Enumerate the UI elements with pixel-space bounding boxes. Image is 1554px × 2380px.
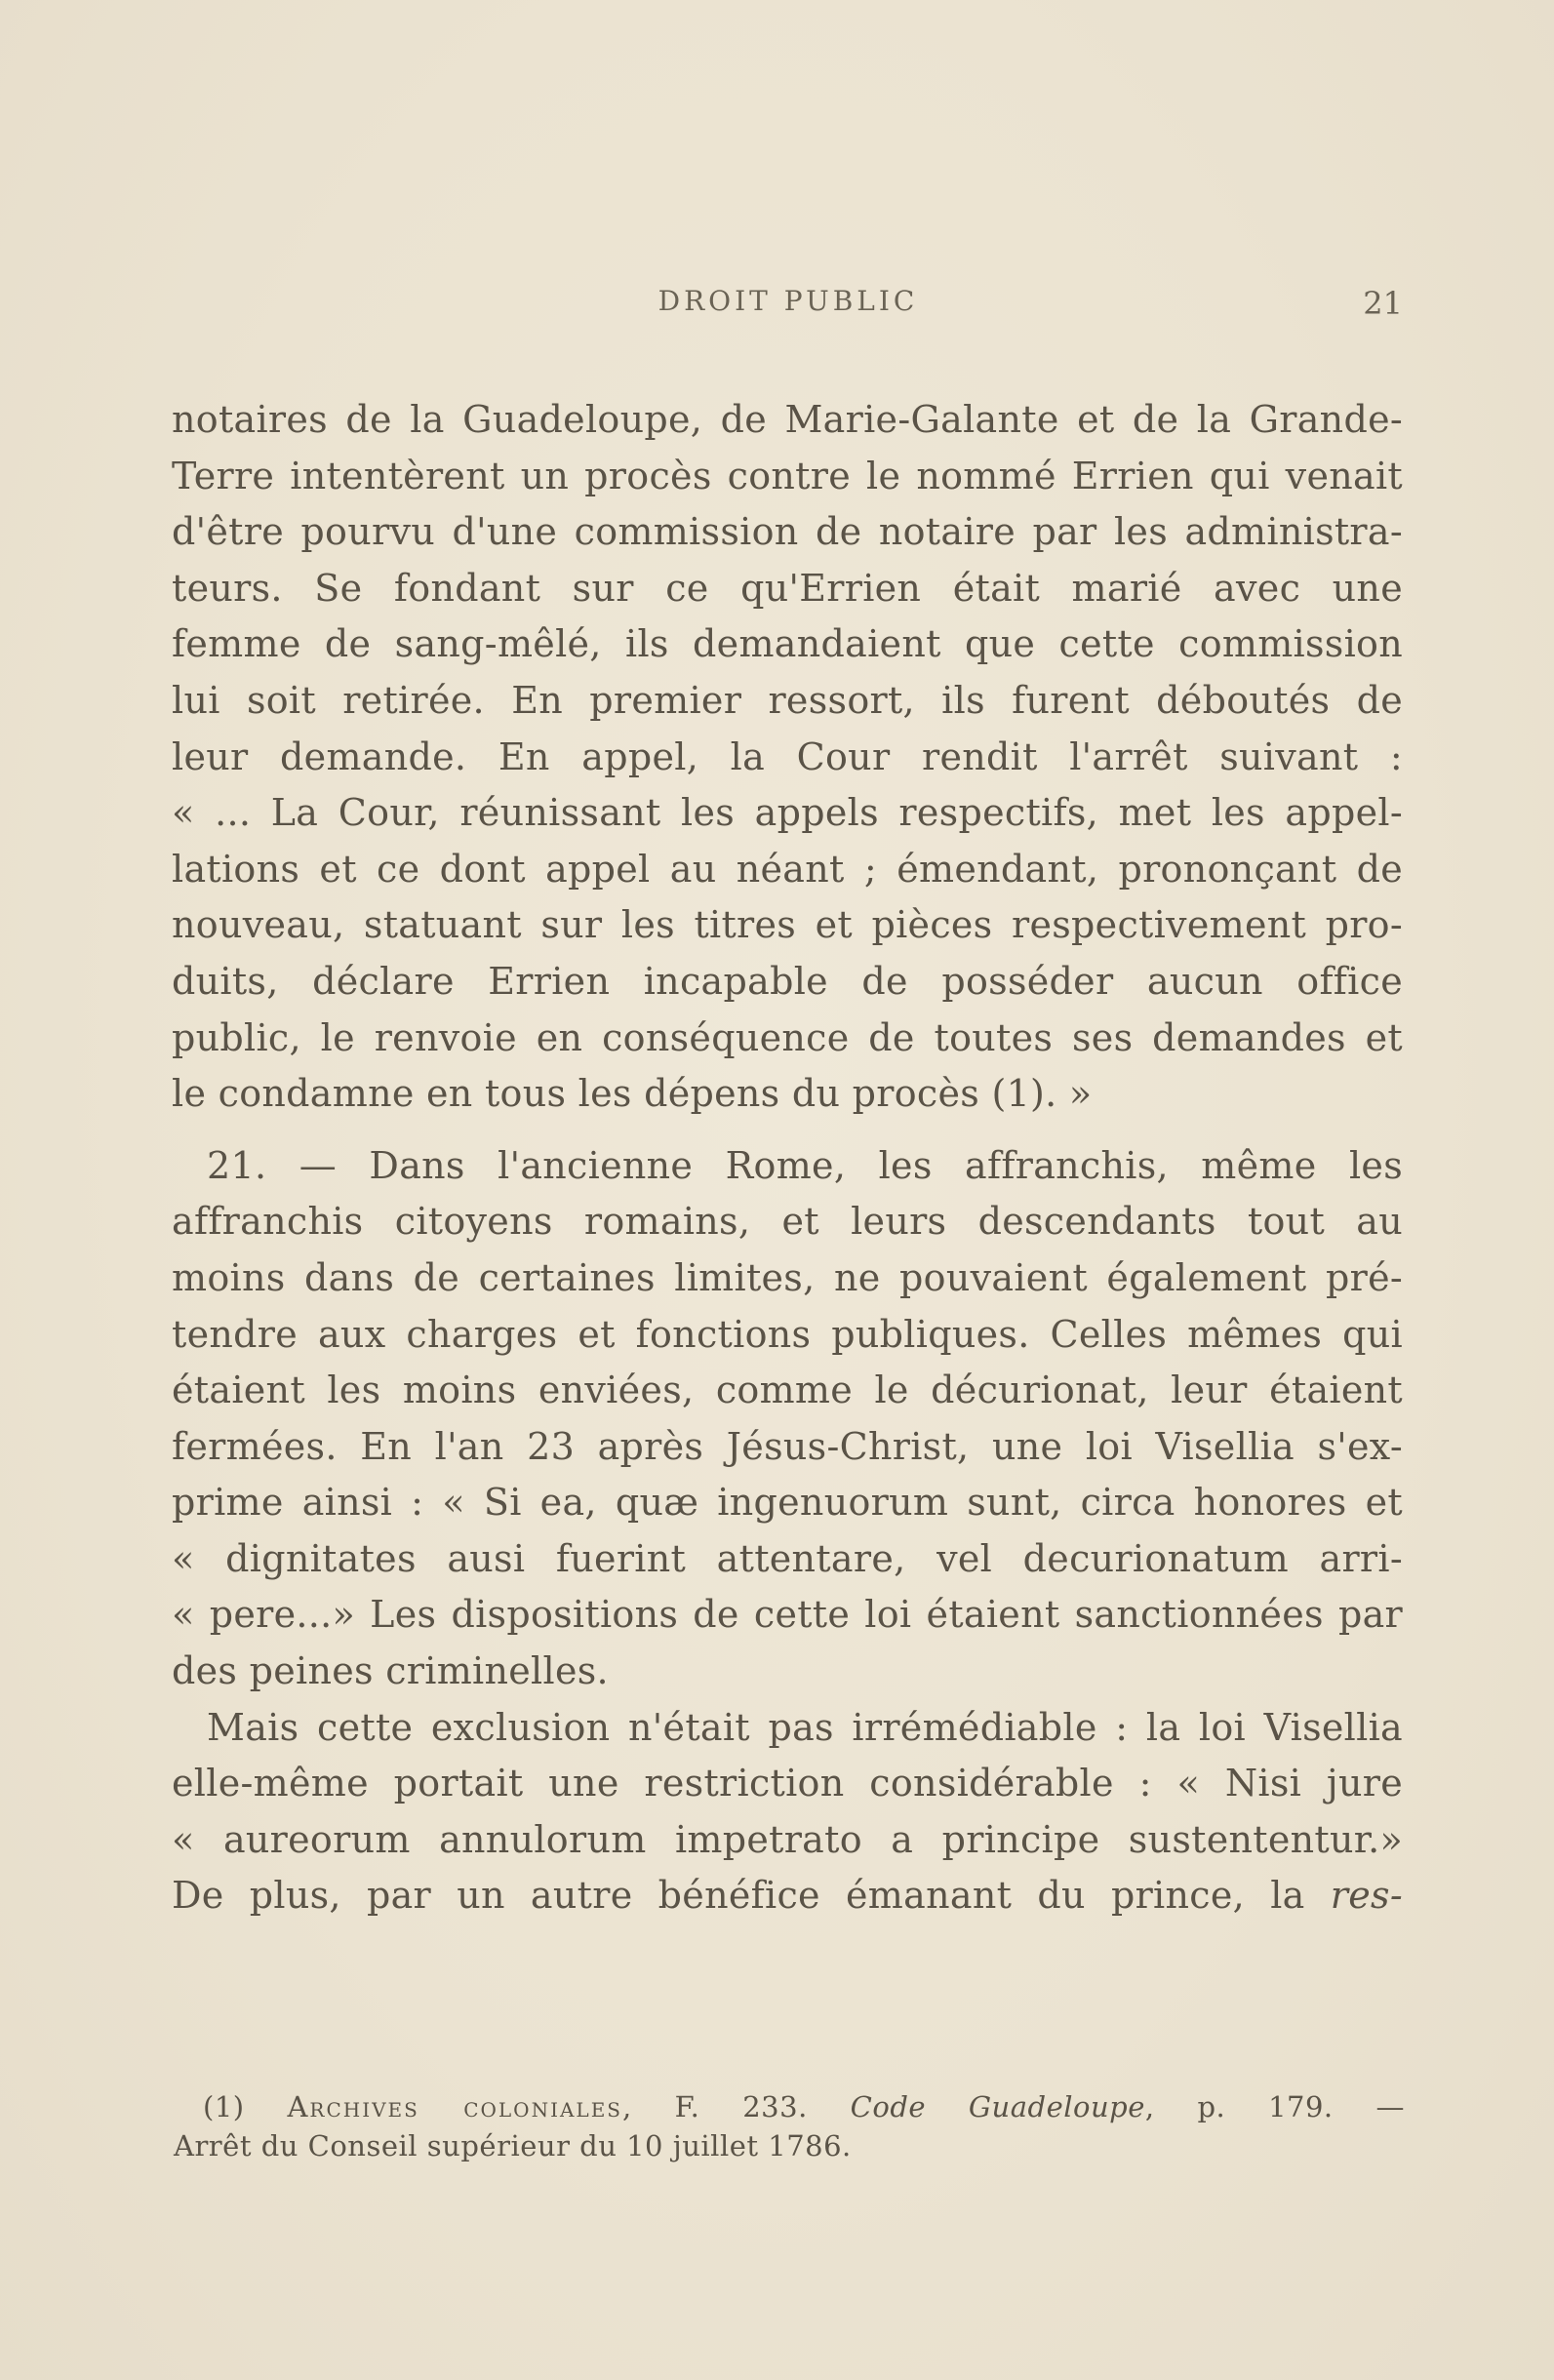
- text-line: nouveau, statuant sur les titres et pièces respectivement pro-: [172, 903, 1403, 947]
- footnote-marker: (1): [203, 2090, 245, 2123]
- text-line: duits, déclare Errien incapable de posséder aucun office: [172, 959, 1403, 1003]
- text-line: public, le renvoie en conséquence de toutes ses demandes et: [172, 1015, 1403, 1059]
- text-line: « dignitates ausi fuerint attentare, vel decurionatum arri-: [172, 1536, 1403, 1580]
- text-line: [172, 1868, 1403, 1924]
- paragraph: [172, 392, 1403, 1123]
- paragraph: [172, 1700, 1403, 1924]
- text-line: prime ainsi : « Si ea, quæ ingenuorum sunt, circa honores et: [172, 1481, 1403, 1525]
- text-line: 21. — Dans l'ancienne Rome, les affranchis, même les: [207, 1143, 1403, 1187]
- text-line-italic: res-: [1330, 1874, 1403, 1918]
- footnote-ref: , F. 233.: [622, 2090, 808, 2123]
- text-line: étaient les moins enviées, comme le décurionat, leur étaient: [172, 1368, 1403, 1412]
- text-line: lations et ce dont appel au néant ; émendant, prononçant de: [172, 847, 1403, 891]
- text-line: femme de sang-mêlé, ils demandaient que cette commission: [172, 622, 1403, 666]
- footnote-line: Arrêt du Conseil supérieur du 10 juillet 1786.: [174, 2129, 852, 2162]
- text-line: fermées. En l'an 23 après Jésus-Christ, une loi Visellia s'ex-: [172, 1424, 1403, 1468]
- text-line: notaires de la Guadeloupe, de Marie-Galante et de la Grande-: [172, 398, 1403, 441]
- text-line: lui soit retirée. En premier ressort, ils furent déboutés de: [172, 678, 1403, 722]
- text-line: des peines criminelles.: [172, 1649, 609, 1693]
- footnote-source: Archives coloniales: [287, 2090, 622, 2123]
- footnote-page-ref: , p. 179. —: [1144, 2090, 1406, 2123]
- page-header: [174, 285, 1403, 324]
- page-number: 21: [1363, 285, 1403, 322]
- text-line: affranchis citoyens romains, et leurs descendants tout au: [172, 1200, 1403, 1244]
- paragraph: [172, 1138, 1403, 1700]
- text-line: leur demande. En appel, la Cour rendit l'arrêt suivant :: [172, 734, 1403, 778]
- text-line: « pere...» Les dispositions de cette loi étaient sanctionnées par: [172, 1593, 1403, 1637]
- footnote-line: [174, 2087, 1405, 2126]
- text-line: moins dans de certaines limites, ne pouvaient également pré-: [172, 1255, 1403, 1299]
- footnote-code-title: Code Guadeloupe: [850, 2090, 1145, 2123]
- running-title: DROIT PUBLIC: [657, 285, 919, 317]
- text-line: d'être pourvu d'une commission de notaire par les administra-: [172, 510, 1403, 554]
- text-line: tendre aux charges et fonctions publiques. Celles mêmes qui: [172, 1312, 1403, 1356]
- text-line-lead: De plus, par un autre bénéfice émanant du prince, la: [172, 1874, 1331, 1918]
- text-line: elle-même portait une restriction considérable : « Nisi jure: [172, 1762, 1403, 1805]
- text-line: le condamne en tous les dépens du procès (1). »: [172, 1072, 1093, 1116]
- text-line: teurs. Se fondant sur ce qu'Errien était marié avec une: [172, 566, 1403, 610]
- footnote: [174, 2087, 1405, 2165]
- text-line: « aureorum annulorum impetrato a principe sustententur.»: [172, 1817, 1403, 1861]
- text-line: Mais cette exclusion n'était pas irrémédiable : la loi Visellia: [207, 1705, 1403, 1749]
- text-line: Terre intentèrent un procès contre le nommé Errien qui venait: [172, 454, 1403, 497]
- text-line: « ... La Cour, réunissant les appels respectifs, met les appel-: [172, 791, 1403, 835]
- body-text: [172, 392, 1403, 1924]
